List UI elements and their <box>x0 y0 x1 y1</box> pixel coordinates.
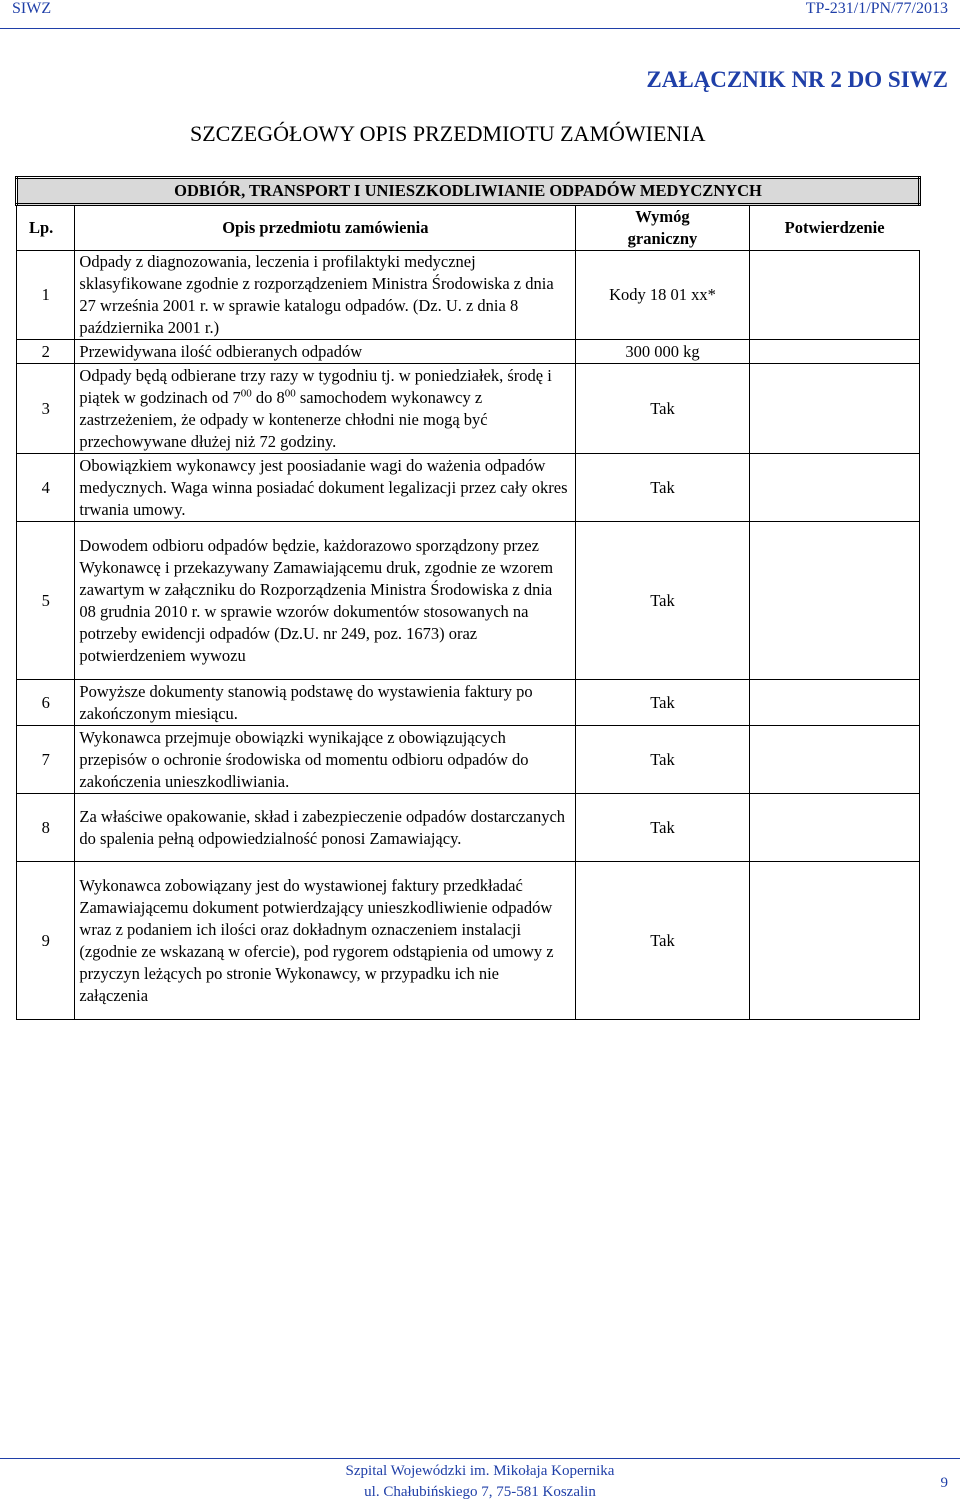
header-wymog-line1: Wymóg <box>635 207 690 226</box>
row-description-part: Odpady będą odbierane trzy razy w tygodniu tj. w poniedziałek, środę i piątek w godzinach od 7 <box>79 365 552 407</box>
header-lp: Lp. <box>17 205 75 251</box>
row-description: Powyższe dokumenty stanowią podstawę do wystawienia faktury po zakończonym miesiącu. <box>75 680 576 726</box>
header-divider <box>0 28 960 29</box>
table-row <box>17 680 920 726</box>
row-number: 9 <box>17 862 75 1020</box>
row-description: Za właściwe opakowanie, skład i zabezpieczenie odpadów dostarczanych do spalenia pełną odpowiedzialność ponosi Zamawiający. <box>75 794 576 862</box>
header-opis: Opis przedmiotu zamówienia <box>75 205 576 251</box>
row-number: 1 <box>17 251 75 340</box>
time-superscript: 00 <box>240 387 252 399</box>
table-row <box>17 454 920 522</box>
row-description-part: samochodem wykonawcy z zastrzeżeniem, że odpady w kontenerze chłodni nie mogą być przechowywane dłużej niż 72 godziny. <box>79 387 488 451</box>
row-requirement: Tak <box>576 522 749 680</box>
row-description: Dowodem odbioru odpadów będzie, każdorazowo sporządzony przez Wykonawcę i przekazywany Zamawiającemu druk, zgodnie ze wzorem zawartym w załączniku do Rozporządzenia Ministra Środowiska z dnia 08 grudnia 2010 r. w sprawie wzorów dokumentów stosowanych na potrzeby ewidencji odpadów (Dz.U. nr 249, poz. 1673) oraz potwierdzeniem wywozu <box>75 522 576 680</box>
row-description-part: do 8 <box>251 387 285 407</box>
footer-institution: Szpital Wojewódzki im. Mikołaja Kopernika <box>345 1463 615 1479</box>
row-requirement: Tak <box>576 726 749 794</box>
footer-address: ul. Chałubińskiego 7, 75-581 Koszalin <box>364 1484 596 1500</box>
footer <box>0 1461 960 1503</box>
row-confirmation <box>749 522 919 680</box>
header-wymog <box>576 205 749 251</box>
row-description: Wykonawca przejmuje obowiązki wynikające z obowiązujących przepisów o ochronie środowiska od momentu odbioru odpadów do zakończenia unieszkodliwiania. <box>75 726 576 794</box>
table-row <box>17 726 920 794</box>
row-requirement: Kody 18 01 xx* <box>576 251 749 340</box>
row-requirement: Tak <box>576 680 749 726</box>
row-confirmation <box>749 862 919 1020</box>
page-title: SZCZEGÓŁOWY OPIS PRZEDMIOTU ZAMÓWIENIA <box>190 121 706 146</box>
row-requirement: Tak <box>576 364 749 454</box>
row-number: 7 <box>17 726 75 794</box>
row-number: 3 <box>17 364 75 454</box>
row-requirement: 300 000 kg <box>576 340 749 364</box>
header-right: TP-231/1/PN/77/2013 <box>805 0 948 17</box>
footer-divider <box>0 1458 960 1459</box>
row-requirement: Tak <box>576 862 749 1020</box>
row-confirmation <box>749 251 919 340</box>
row-number: 2 <box>17 340 75 364</box>
row-description: Wykonawca zobowiązany jest do wystawionej faktury przedkładać Zamawiającemu dokument potwierdzający unieszkodliwienie odpadów wraz z podaniem ich ilości oraz dokładnym oznaczeniem instalacji (zgodnie ze wskazaną w ofercie), pod rygorem odstąpienia od umowy z przyczyn leżących po stronie Wykonawcy, w przypadku ich nie załączenia <box>75 862 576 1020</box>
row-description: Odpady z diagnozowania, leczenia i profilaktyki medycznej sklasyfikowane zgodnie z rozporządzeniem Ministra Środowiska z dnia 27 września 2001 r. w sprawie katalogu odpadów. (Dz. U. z dnia 8 października 2001 r.) <box>75 251 576 340</box>
row-number: 4 <box>17 454 75 522</box>
row-description: Przewidywana ilość odbieranych odpadów <box>75 340 576 364</box>
row-number: 6 <box>17 680 75 726</box>
row-description <box>75 364 576 454</box>
row-confirmation <box>749 364 919 454</box>
table-row <box>17 364 920 454</box>
header-potwierdzenie: Potwierdzenie <box>749 205 919 251</box>
section-title: ODBIÓR, TRANSPORT I UNIESZKODLIWIANIE ODPADÓW MEDYCZNYCH <box>17 178 920 205</box>
header-left: SIWZ <box>12 0 52 17</box>
row-requirement: Tak <box>576 794 749 862</box>
annex-title: ZAŁĄCZNIK NR 2 DO SIWZ <box>646 67 948 92</box>
table-row <box>17 522 920 680</box>
table-row <box>17 251 920 340</box>
table-row <box>17 340 920 364</box>
header-wymog-line2: graniczny <box>627 229 698 248</box>
row-confirmation <box>749 454 919 522</box>
table-header-row <box>17 205 920 251</box>
row-requirement: Tak <box>576 454 749 522</box>
page-number: 9 <box>940 1475 948 1491</box>
row-description: Obowiązkiem wykonawcy jest poosiadanie wagi do ważenia odpadów medycznych. Waga winna posiadać dokument legalizacji przez cały okres trwania umowy. <box>75 454 576 522</box>
table-section-row <box>17 178 920 205</box>
table-row <box>17 794 920 862</box>
row-confirmation <box>749 680 919 726</box>
row-confirmation <box>749 794 919 862</box>
row-confirmation <box>749 340 919 364</box>
table-row <box>17 862 920 1020</box>
row-confirmation <box>749 726 919 794</box>
specification-table <box>15 176 921 1020</box>
time-superscript: 00 <box>284 387 296 399</box>
row-number: 5 <box>17 522 75 680</box>
row-number: 8 <box>17 794 75 862</box>
